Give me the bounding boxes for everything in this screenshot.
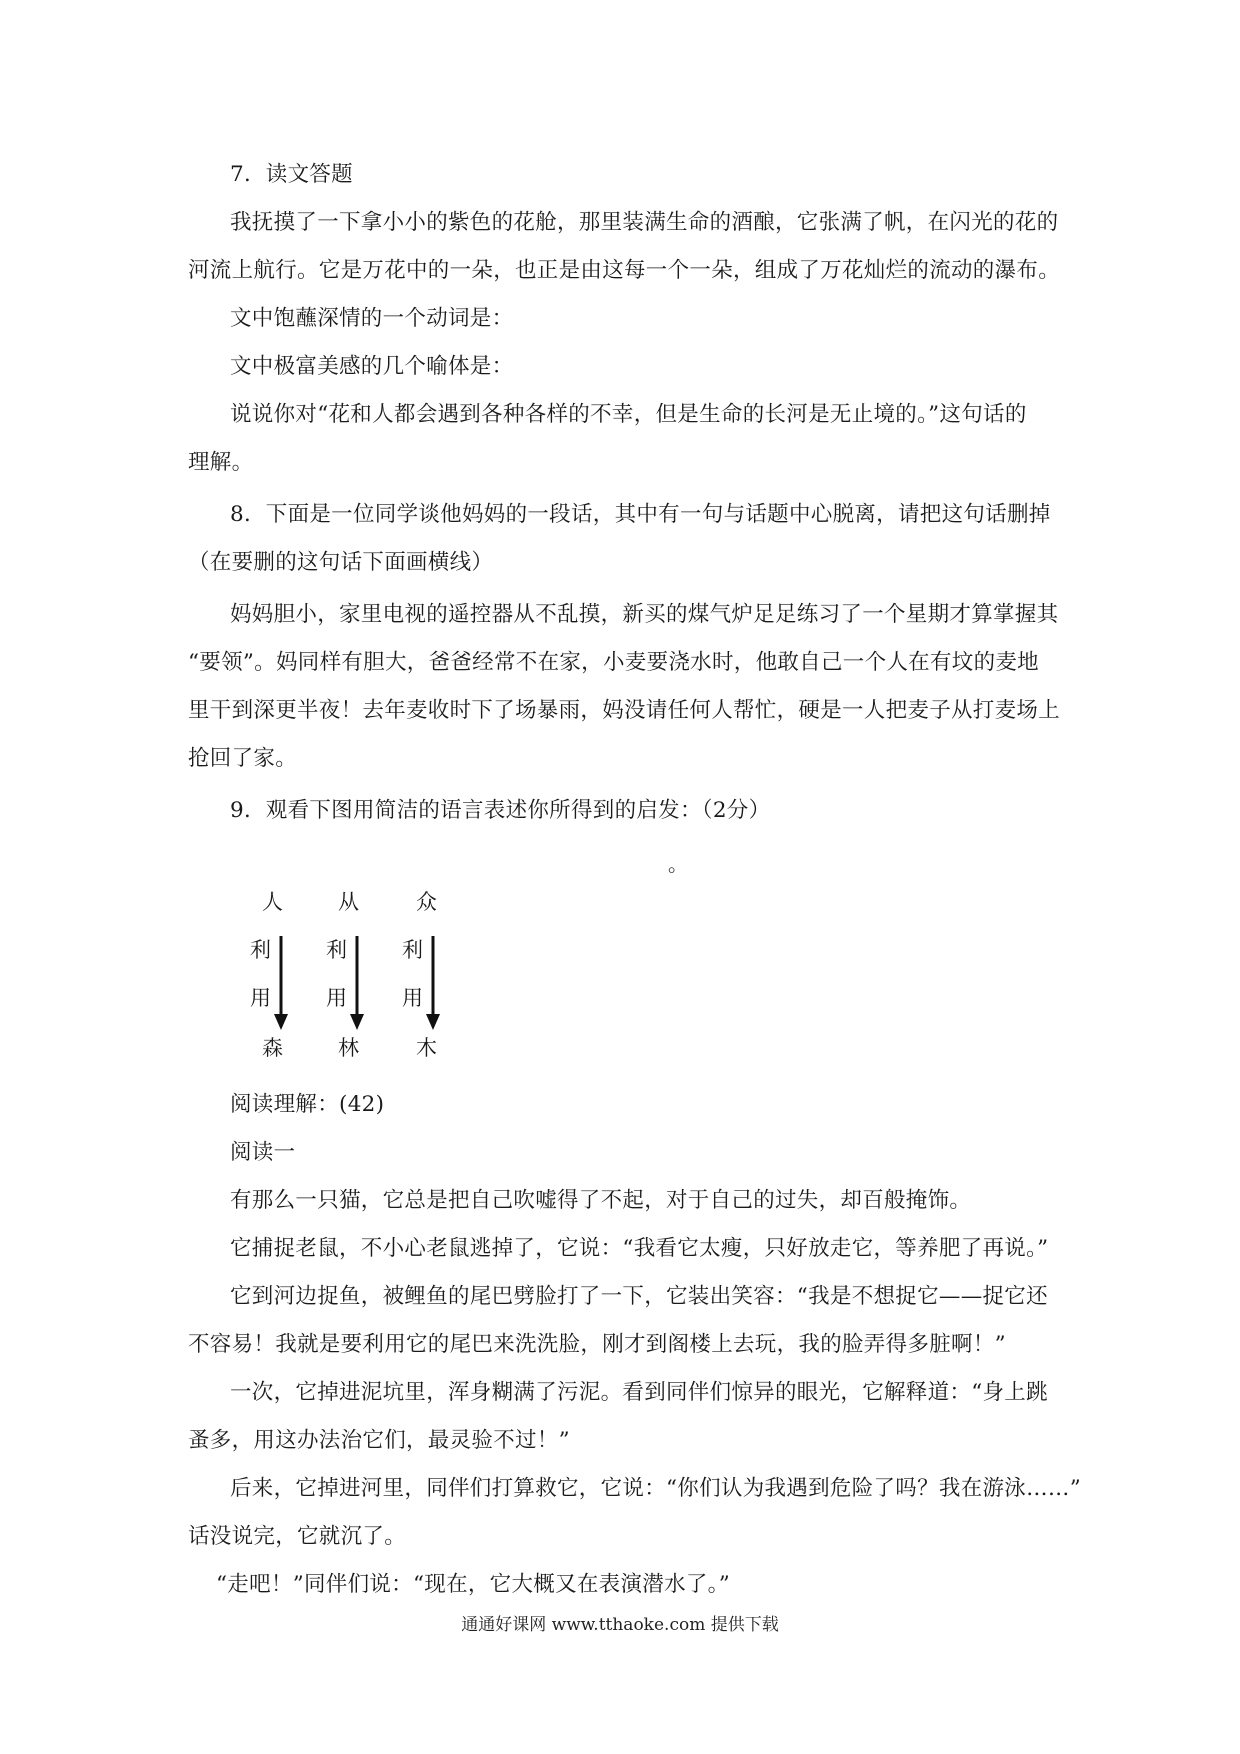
q7-ask-verb: 文中饱蘸深情的一个动词是：: [230, 306, 514, 331]
down-arrow-icon: [274, 936, 288, 1030]
diagram-bottom-2: 林: [338, 1036, 359, 1060]
reading-paragraph-3-line-2: 不容易！我就是要利用它的尾巴来洗洗脸，刚才到阁楼上去玩，我的脸弄得多脏啊！”: [188, 1332, 1006, 1357]
q7-ask-understanding-line-2: 理解。: [188, 450, 254, 475]
q8-paragraph-line-1: 妈妈胆小，家里电视的遥控器从不乱摸，新买的煤气炉足足练习了一个星期才算掌握其: [230, 602, 1059, 627]
reading-paragraph-1: 有那么一只猫，它总是把自己吹嘘得了不起，对于自己的过失，却百般掩饰。: [230, 1188, 972, 1213]
reading-header: 阅读理解：(42): [230, 1092, 385, 1117]
diagram-mid1-2: 利: [326, 938, 347, 962]
down-arrow-icon: [426, 936, 440, 1030]
q7-title: 7．读文答题: [230, 162, 353, 187]
reading-paragraph-2: 它捕捉老鼠，不小心老鼠逃掉了，它说：“我看它太瘦，只好放走它，等养肥了再说。”: [230, 1236, 1049, 1261]
reading-section-title: 阅读一: [230, 1140, 296, 1165]
q8-title-line-1: 8．下面是一位同学谈他妈妈的一段话，其中有一句与话题中心脱离，请把这句话删掉: [230, 502, 1051, 527]
q7-ask-metaphor: 文中极富美感的几个喻体是：: [230, 354, 514, 379]
diagram-bottom-3: 木: [416, 1036, 437, 1060]
reading-paragraph-6: “走吧！”同伴们说：“现在，它大概又在表演潜水了。”: [216, 1572, 731, 1597]
reading-paragraph-4-line-2: 蚤多，用这办法治它们，最灵验不过！”: [188, 1428, 570, 1453]
diagram-mid2-1: 用: [250, 986, 271, 1010]
q8-title-line-2: （在要删的这句话下面画横线）: [188, 550, 494, 575]
q7-paragraph-line-2: 河流上航行。它是万花中的一朵，也正是由这每一个一朵，组成了万花灿烂的流动的瀑布。: [188, 258, 1061, 283]
reading-paragraph-4-line-1: 一次，它掉进泥坑里，浑身糊满了污泥。看到同伴们惊异的眼光，它解释道：“身上跳: [230, 1380, 1048, 1405]
reading-paragraph-3-line-1: 它到河边捉鱼，被鲤鱼的尾巴劈脸打了一下，它装出笑容：“我是不想捉它——捉它还: [230, 1284, 1048, 1309]
diagram-mid1-3: 利: [402, 938, 423, 962]
diagram-top-1: 人: [262, 890, 283, 914]
q7-paragraph-line-1: 我抚摸了一下拿小小的紫色的花舱，那里装满生命的酒酿，它张满了帆，在闪光的花的: [230, 210, 1059, 235]
diagram-arrows: [240, 888, 480, 1078]
q7-ask-understanding-line-1: 说说你对“花和人都会遇到各种各样的不幸，但是生命的长河是无止境的。”这句话的: [230, 402, 1027, 427]
q8-paragraph-line-2: “要领”。妈同样有胆大，爸爸经常不在家，小麦要浇水时，他敢自己一个人在有坟的麦地: [188, 650, 1039, 675]
down-arrow-icon: [350, 936, 364, 1030]
page-footer: 通通好课网 www.tthaoke.com 提供下载: [461, 1615, 779, 1635]
q9-answer-end-mark: 。: [668, 852, 688, 876]
diagram-mid2-2: 用: [326, 986, 347, 1010]
diagram-mid2-3: 用: [402, 986, 423, 1010]
diagram-bottom-1: 森: [262, 1036, 283, 1060]
diagram-top-2: 从: [338, 890, 359, 914]
q9-diagram: [240, 888, 480, 1078]
reading-paragraph-5-line-2: 话没说完，它就沉了。: [188, 1524, 407, 1549]
q8-paragraph-line-4: 抢回了家。: [188, 746, 298, 771]
q8-paragraph-line-3: 里干到深更半夜！去年麦收时下了场暴雨，妈没请任何人帮忙，硬是一人把麦子从打麦场上: [188, 698, 1061, 723]
diagram-top-3: 众: [416, 890, 437, 914]
diagram-mid1-1: 利: [250, 938, 271, 962]
reading-paragraph-5-line-1: 后来，它掉进河里，同伴们打算救它，它说：“你们认为我遇到危险了吗？我在游泳……”: [230, 1476, 1081, 1501]
q9-title: 9．观看下图用简洁的语言表述你所得到的启发：（2分）: [230, 798, 771, 823]
